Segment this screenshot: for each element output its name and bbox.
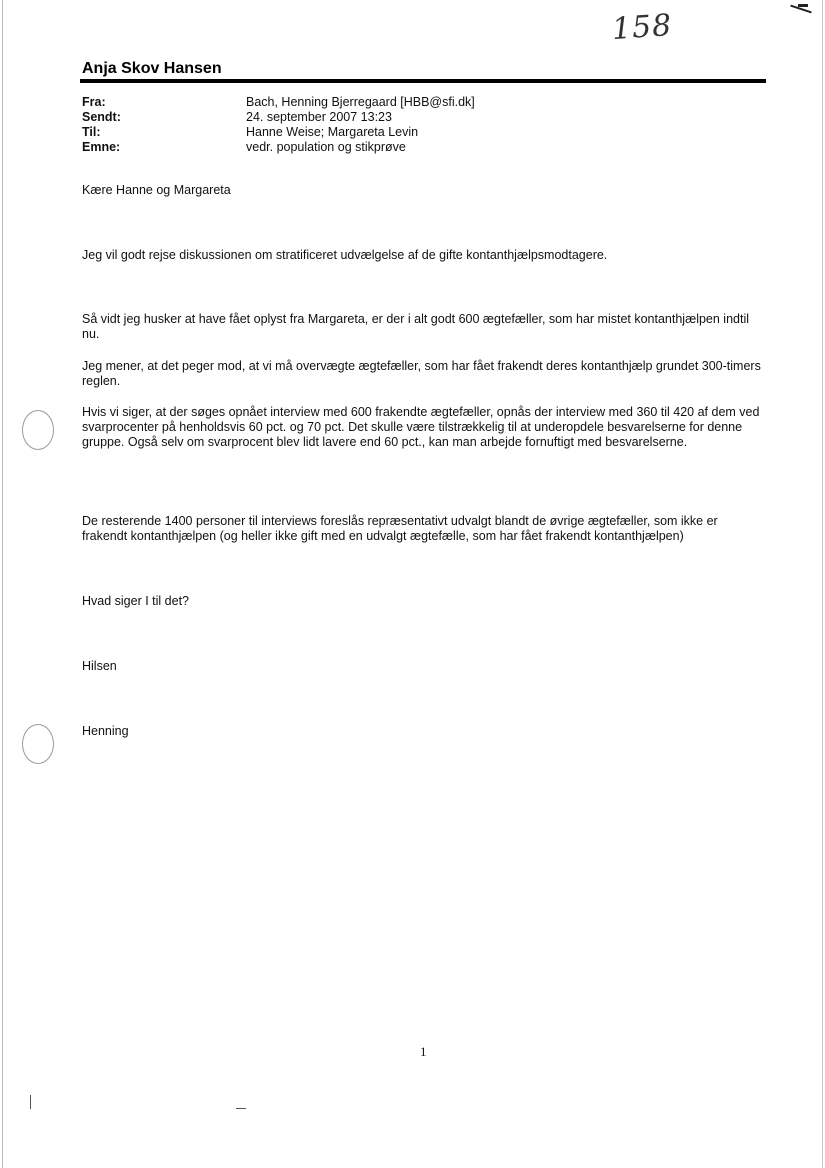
to-label: Til: — [82, 125, 101, 139]
sent-label: Sendt: — [82, 110, 121, 124]
header-row-from — [82, 95, 646, 110]
from-label: Fra: — [82, 95, 106, 109]
paragraph-1: Jeg vil godt rejse diskussionen om stratificeret udvælgelse af de gifte kontanthjælpsmodtagere. — [82, 248, 608, 262]
scan-mark — [236, 1108, 246, 1109]
scan-mark — [30, 1095, 31, 1109]
header-row-to — [82, 125, 646, 140]
email-header — [82, 95, 646, 155]
from-value: Bach, Henning Bjerregaard [HBB@sfi.dk] — [246, 95, 475, 109]
title-rule — [80, 79, 766, 83]
paragraph-4: Hvis vi siger, at der søges opnået interview med 600 frakendte ægtefæller, opnås der interview med 360 til 420 af dem ved svarprocenter på henholdsvis 60 pct. og 70 pct. Det skulle være tilstrækkelig til at underopdele besvarelserne for denne gruppe. Også selv om svarprocent blev lidt lavere end 60 pct., kan man arbejde fornuftigt med besvarelserne. — [82, 405, 760, 449]
sent-value: 24. september 2007 13:23 — [246, 110, 392, 124]
paragraph-3: Jeg mener, at det peger mod, at vi må overvægte ægtefæller, som har fået frakendt deres kontanthjælp grundet 300-timers reglen. — [82, 359, 761, 388]
header-row-subject — [82, 140, 646, 155]
handwritten-page-number: 158 — [610, 7, 674, 48]
scan-edge-right — [822, 0, 823, 1168]
scan-mark — [798, 4, 808, 7]
scan-edge-left — [2, 0, 3, 1168]
subject-label: Emne: — [82, 140, 121, 154]
paragraph-2: Så vidt jeg husker at have fået oplyst fra Margareta, er der i alt godt 600 ægtefæller, som har mistet kontanthjælpen indtil nu. — [82, 312, 750, 341]
punch-hole — [22, 724, 54, 764]
closing: Hilsen — [82, 659, 117, 673]
header-row-sent — [82, 110, 646, 125]
subject-value: vedr. population og stikprøve — [246, 140, 406, 154]
paragraph-5: De resterende 1400 personer til interviews foreslås repræsentativt udvalgt blandt de øvrige ægtefæller, som ikke er frakendt kontanthjælpen (og heller ikke gift med en udvalgt ægtefælle, som har fået frakendt kontanthjælpen) — [82, 514, 718, 543]
paragraph-6: Hvad siger I til det? — [82, 594, 189, 608]
page-number: 1 — [420, 1044, 427, 1059]
to-value: Hanne Weise; Margareta Levin — [246, 125, 419, 139]
signature: Henning — [82, 724, 129, 738]
greeting: Kære Hanne og Margareta — [82, 183, 231, 197]
punch-hole — [22, 410, 54, 450]
document-title: Anja Skov Hansen — [82, 60, 222, 77]
